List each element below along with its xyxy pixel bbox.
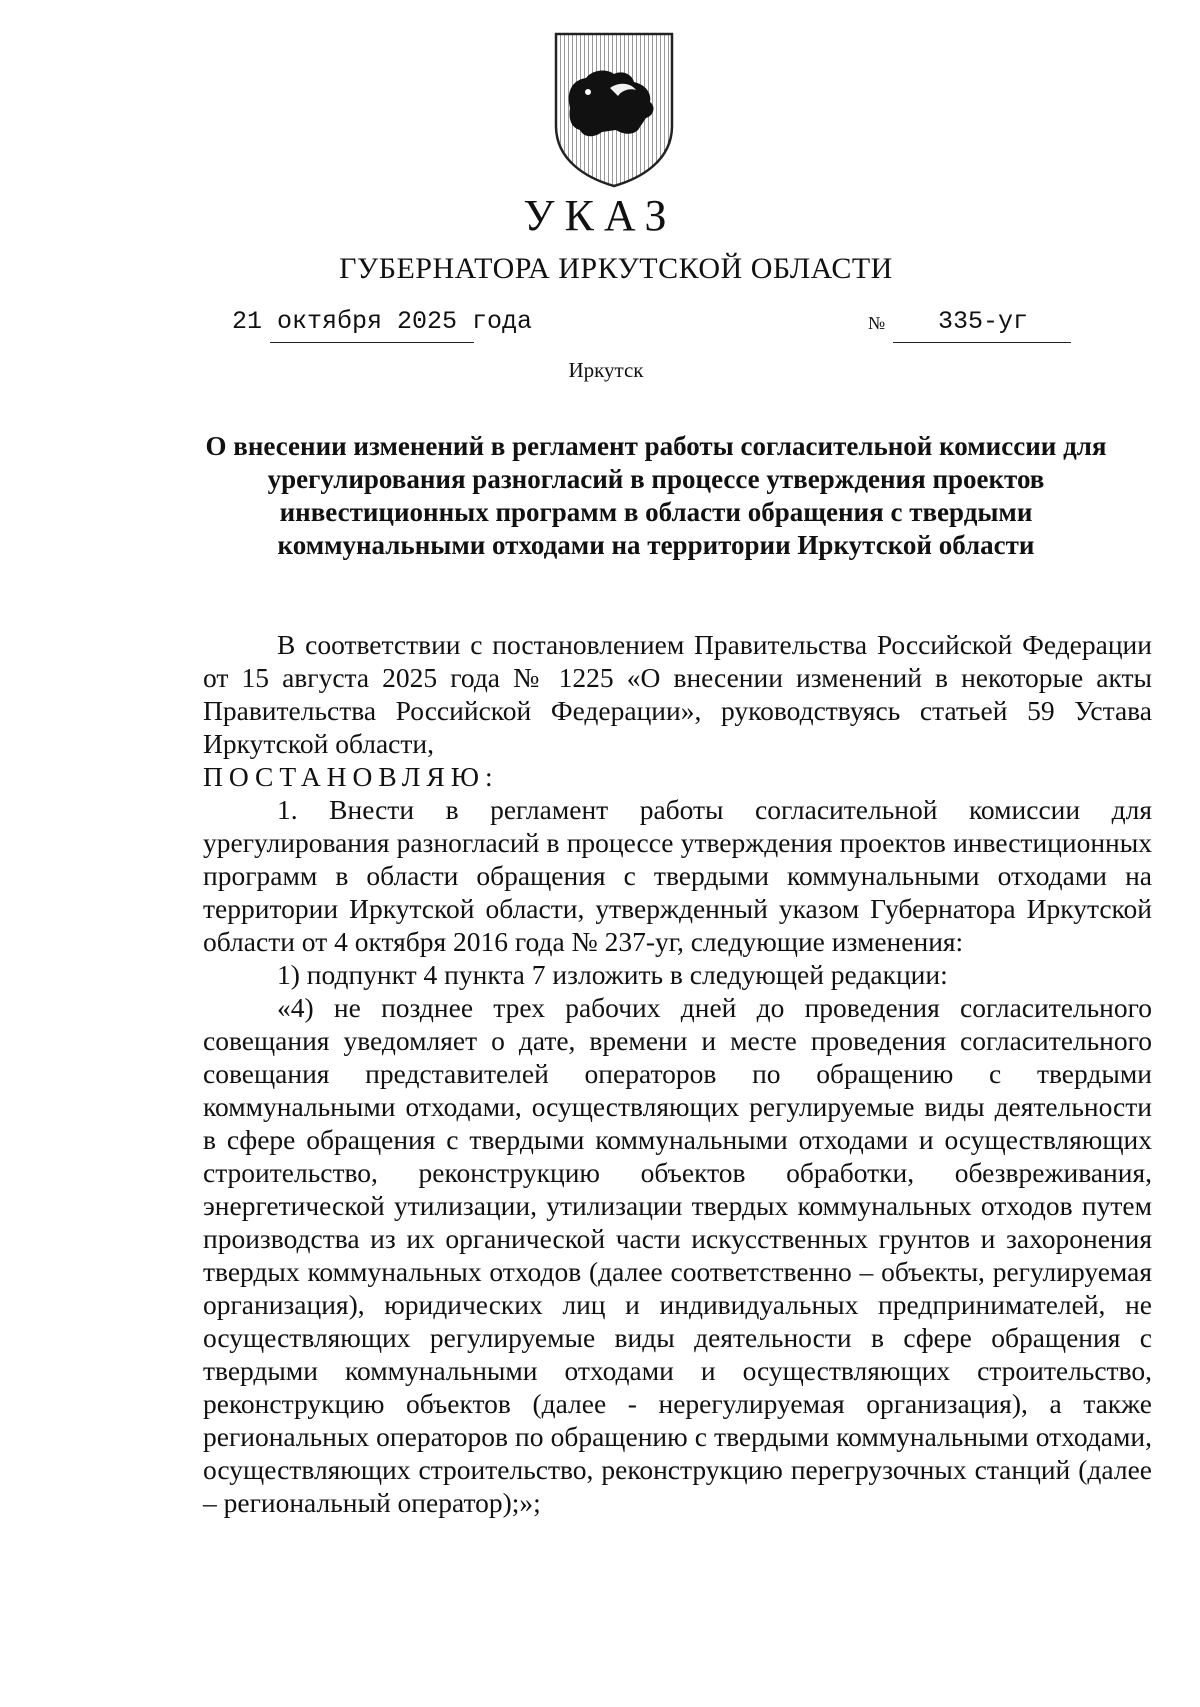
decree-word: ПОСТАНОВЛЯЮ: bbox=[203, 761, 499, 792]
quoted-text-paragraph: «4) не позднее трех рабочих дней до проведения согласительного совещания уведомляет о дате, времени и месте проведения согласительного совещания представителей операторов по обращению с твердыми коммунальными отходами, осуществляющих регулируемые виды деятельности в сфере обращения с твердыми коммунальными отходами и осуществляющих строительство, реконструкцию объектов обработки, обезвреживания, энергетической утилизации, утилизации твердых коммунальных отходов путем производства из их органической части искусственных грунтов и захоронения твердых коммунальных отходов (далее соответственно – объекты, регулируемая организация), юридических лиц и индивидуальных предпринимателей, не осуществляющих регулируемые виды деятельности в сфере обращения с твердыми коммунальными отходами и осуществляющих строительство, реконструкцию объектов (далее - нерегулируемая организация), а также региональных операторов по обращению с твердыми коммунальными отходами, осуществляющих строительство, реконструкцию перегрузочных станций (далее – региональный оператор);»; bbox=[203, 992, 1152, 1518]
document-title: УКАЗ bbox=[523, 191, 677, 240]
irkutsk-coat-of-arms-icon bbox=[552, 30, 676, 190]
subitem-1-paragraph: 1) подпункт 4 пункта 7 изложить в следующей редакции: bbox=[277, 959, 948, 990]
number-underline bbox=[893, 342, 1071, 343]
date-underline bbox=[270, 342, 474, 343]
item-1-paragraph: 1. Внести в регламент работы согласительной комиссии для урегулирования разногласий в процессе утверждения проектов инвестиционных программ в области обращения с твердыми коммунальными отходами на территории Иркутской области, утвержденный указом Губернатора Иркутской области от 4 октября 2016 года № 237-уг, следующие изменения: bbox=[203, 794, 1152, 957]
city-label: Иркутск bbox=[568, 358, 644, 382]
document-heading: О внесении изменений в регламент работы согласительной комиссии для урегулирования разногласий в процессе утверждения проектов инвестиционных программ в области обращения с твердыми коммунальными отходами на территории Иркутской области bbox=[205, 431, 1107, 560]
preamble-paragraph: В соответствии с постановлением Правительства Российской Федерации от 15 августа 2025 года № 1225 «О внесении изменений в некоторые акты Правительства Российской Федерации», руководствуясь статьей 59 Устава Иркутской области, bbox=[203, 629, 1152, 759]
document-number: 335-уг bbox=[938, 307, 1029, 336]
document-body bbox=[203, 628, 1152, 1519]
issuer-subtitle: ГУБЕРНАТОРА ИРКУТСКОЙ ОБЛАСТИ bbox=[339, 252, 893, 285]
number-sign: № bbox=[868, 313, 886, 333]
document-date: 21 октября 2025 года bbox=[232, 307, 533, 336]
